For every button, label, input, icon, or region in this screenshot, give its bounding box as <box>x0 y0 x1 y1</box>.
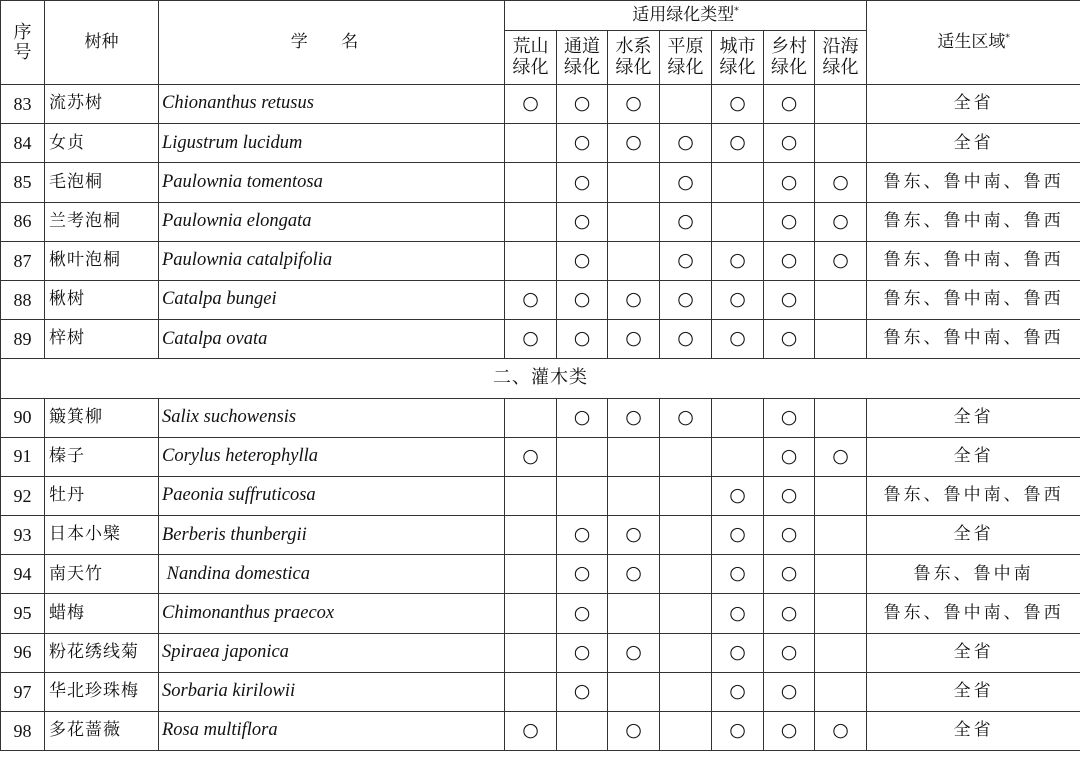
suitability-mark-乡村: ○ <box>764 163 815 202</box>
latin-name: Paulownia catalpifolia <box>159 241 505 280</box>
row-number: 98 <box>1 712 45 751</box>
suitability-mark-乡村: ○ <box>764 437 815 476</box>
suitability-mark-通道: ○ <box>557 555 608 594</box>
region-cell: 鲁东、鲁中南、鲁西 <box>867 594 1080 633</box>
table-row <box>1 280 1080 319</box>
row-number: 84 <box>1 124 45 163</box>
species-name: 榛子 <box>45 437 159 476</box>
suitability-mark-沿海 <box>815 633 867 672</box>
row-number: 91 <box>1 437 45 476</box>
suitability-mark-乡村: ○ <box>764 516 815 555</box>
header-region <box>867 1 1080 85</box>
suitability-mark-沿海 <box>815 398 867 437</box>
species-name: 毛泡桐 <box>45 163 159 202</box>
suitability-mark-城市: ○ <box>712 712 764 751</box>
suitability-mark-城市: ○ <box>712 280 764 319</box>
suitability-mark-沿海 <box>815 594 867 633</box>
suitability-mark-荒山 <box>505 594 557 633</box>
latin-name: Corylus heterophylla <box>159 437 505 476</box>
latin-name: Paeonia suffruticosa <box>159 476 505 515</box>
suitability-mark-城市: ○ <box>712 633 764 672</box>
region-cell: 鲁东、鲁中南、鲁西 <box>867 241 1080 280</box>
suitability-mark-沿海 <box>815 555 867 594</box>
latin-name: Catalpa ovata <box>159 320 505 359</box>
row-number: 88 <box>1 280 45 319</box>
header-region-star: * <box>1005 33 1010 44</box>
suitability-mark-平原: ○ <box>660 398 712 437</box>
suitability-mark-城市: ○ <box>712 672 764 711</box>
suitability-mark-乡村: ○ <box>764 476 815 515</box>
suitability-mark-平原 <box>660 594 712 633</box>
row-number: 97 <box>1 672 45 711</box>
suitability-mark-荒山 <box>505 555 557 594</box>
latin-name: Spiraea japonica <box>159 633 505 672</box>
suitability-mark-城市 <box>712 398 764 437</box>
header-type-line1: 乡村 <box>771 35 807 57</box>
species-name: 粉花绣线菊 <box>45 633 159 672</box>
suitability-mark-沿海: ○ <box>815 163 867 202</box>
row-number: 93 <box>1 516 45 555</box>
suitability-mark-水系 <box>608 594 660 633</box>
suitability-mark-沿海 <box>815 672 867 711</box>
header-type-line2: 绿化 <box>822 56 859 78</box>
suitability-mark-通道: ○ <box>557 280 608 319</box>
header-type-line2: 绿化 <box>667 56 704 78</box>
latin-name: Chionanthus retusus <box>159 85 505 124</box>
suitability-mark-荒山 <box>505 516 557 555</box>
row-number: 96 <box>1 633 45 672</box>
species-name: 兰考泡桐 <box>45 202 159 241</box>
species-name: 簸箕柳 <box>45 398 159 437</box>
row-number: 90 <box>1 398 45 437</box>
suitability-mark-通道 <box>557 476 608 515</box>
region-cell: 全省 <box>867 712 1080 751</box>
latin-name: Ligustrum lucidum <box>159 124 505 163</box>
table-row <box>1 320 1080 359</box>
suitability-mark-城市: ○ <box>712 555 764 594</box>
row-number: 89 <box>1 320 45 359</box>
section-title: 二、灌木类 <box>1 359 1080 398</box>
header-type-line2: 绿化 <box>719 56 756 78</box>
header-type-6 <box>815 31 867 85</box>
suitability-mark-荒山 <box>505 241 557 280</box>
region-cell: 鲁东、鲁中南、鲁西 <box>867 163 1080 202</box>
suitability-mark-城市: ○ <box>712 320 764 359</box>
header-type-line1: 通道 <box>564 35 600 57</box>
latin-name: Paulownia tomentosa <box>159 163 505 202</box>
suitability-mark-荒山 <box>505 672 557 711</box>
header-type-1 <box>557 31 608 85</box>
region-cell: 鲁东、鲁中南、鲁西 <box>867 202 1080 241</box>
suitability-mark-通道: ○ <box>557 594 608 633</box>
species-name: 牡丹 <box>45 476 159 515</box>
suitability-mark-平原: ○ <box>660 124 712 163</box>
suitability-mark-通道 <box>557 712 608 751</box>
table-row <box>1 712 1080 751</box>
suitability-mark-沿海 <box>815 280 867 319</box>
suitability-mark-荒山 <box>505 202 557 241</box>
suitability-mark-荒山 <box>505 163 557 202</box>
table-row <box>1 672 1080 711</box>
suitability-mark-乡村: ○ <box>764 241 815 280</box>
species-name: 蜡梅 <box>45 594 159 633</box>
header-type-line1: 荒山 <box>512 35 549 57</box>
suitability-mark-水系: ○ <box>608 85 660 124</box>
table-row <box>1 202 1080 241</box>
table-row <box>1 85 1080 124</box>
suitability-mark-通道 <box>557 437 608 476</box>
row-number: 83 <box>1 85 45 124</box>
row-number: 85 <box>1 163 45 202</box>
header-types-label: 适用绿化类型 <box>632 4 735 25</box>
suitability-mark-水系 <box>608 437 660 476</box>
suitability-mark-荒山: ○ <box>505 280 557 319</box>
row-number: 87 <box>1 241 45 280</box>
header-type-line2: 绿化 <box>615 56 652 78</box>
latin-name: Paulownia elongata <box>159 202 505 241</box>
table-row <box>1 594 1080 633</box>
header-type-line2: 绿化 <box>512 56 549 78</box>
table-row <box>1 516 1080 555</box>
table-row <box>1 555 1080 594</box>
table-row <box>1 124 1080 163</box>
suitability-mark-水系: ○ <box>608 712 660 751</box>
suitability-mark-沿海: ○ <box>815 241 867 280</box>
latin-name: Chimonanthus praecox <box>159 594 505 633</box>
suitability-mark-水系 <box>608 202 660 241</box>
suitability-mark-平原 <box>660 633 712 672</box>
suitability-mark-城市: ○ <box>712 124 764 163</box>
suitability-mark-城市: ○ <box>712 85 764 124</box>
species-name: 南天竹 <box>45 555 159 594</box>
suitability-mark-通道: ○ <box>557 633 608 672</box>
suitability-mark-通道: ○ <box>557 202 608 241</box>
header-type-2 <box>608 31 660 85</box>
table-row <box>1 476 1080 515</box>
table-row <box>1 437 1080 476</box>
region-cell: 鲁东、鲁中南 <box>867 555 1080 594</box>
suitability-mark-乡村: ○ <box>764 633 815 672</box>
suitability-mark-通道: ○ <box>557 516 608 555</box>
suitability-mark-平原: ○ <box>660 202 712 241</box>
region-cell: 全省 <box>867 124 1080 163</box>
header-species: 树种 <box>45 1 159 85</box>
suitability-mark-沿海: ○ <box>815 712 867 751</box>
suitability-mark-平原 <box>660 516 712 555</box>
species-name: 华北珍珠梅 <box>45 672 159 711</box>
region-cell: 全省 <box>867 437 1080 476</box>
suitability-mark-城市: ○ <box>712 516 764 555</box>
region-cell: 全省 <box>867 516 1080 555</box>
suitability-mark-沿海 <box>815 85 867 124</box>
suitability-mark-荒山: ○ <box>505 712 557 751</box>
suitability-mark-平原 <box>660 437 712 476</box>
suitability-mark-沿海 <box>815 124 867 163</box>
header-type-line2: 绿化 <box>564 56 600 78</box>
header-latin: 学 名 <box>159 1 505 85</box>
suitability-mark-通道: ○ <box>557 85 608 124</box>
header-type-4 <box>712 31 764 85</box>
suitability-mark-平原 <box>660 555 712 594</box>
row-number: 95 <box>1 594 45 633</box>
latin-name: Nandina domestica <box>159 555 505 594</box>
suitability-mark-城市: ○ <box>712 476 764 515</box>
suitability-mark-平原 <box>660 85 712 124</box>
suitability-mark-荒山: ○ <box>505 437 557 476</box>
header-type-line1: 沿海 <box>822 35 859 57</box>
suitability-mark-通道: ○ <box>557 398 608 437</box>
suitability-mark-荒山 <box>505 398 557 437</box>
suitability-mark-水系: ○ <box>608 516 660 555</box>
species-name: 女贞 <box>45 124 159 163</box>
suitability-mark-平原: ○ <box>660 163 712 202</box>
suitability-mark-乡村: ○ <box>764 672 815 711</box>
suitability-mark-沿海: ○ <box>815 202 867 241</box>
suitability-mark-乡村: ○ <box>764 555 815 594</box>
region-cell: 鲁东、鲁中南、鲁西 <box>867 280 1080 319</box>
suitability-mark-平原 <box>660 712 712 751</box>
header-type-0 <box>505 31 557 85</box>
region-cell: 全省 <box>867 85 1080 124</box>
suitability-mark-水系: ○ <box>608 398 660 437</box>
suitability-mark-平原: ○ <box>660 241 712 280</box>
suitability-mark-通道: ○ <box>557 241 608 280</box>
suitability-mark-水系: ○ <box>608 320 660 359</box>
header-type-line1: 水系 <box>615 35 652 57</box>
suitability-mark-平原 <box>660 476 712 515</box>
suitability-mark-乡村: ○ <box>764 280 815 319</box>
suitability-mark-乡村: ○ <box>764 320 815 359</box>
suitability-mark-乡村: ○ <box>764 398 815 437</box>
latin-name: Catalpa bungei <box>159 280 505 319</box>
suitability-mark-水系 <box>608 241 660 280</box>
suitability-mark-水系: ○ <box>608 633 660 672</box>
row-number: 94 <box>1 555 45 594</box>
suitability-mark-通道: ○ <box>557 672 608 711</box>
region-cell: 全省 <box>867 398 1080 437</box>
table-row <box>1 398 1080 437</box>
header-type-line2: 绿化 <box>771 56 807 78</box>
region-cell: 鲁东、鲁中南、鲁西 <box>867 476 1080 515</box>
species-name: 楸叶泡桐 <box>45 241 159 280</box>
header-type-3 <box>660 31 712 85</box>
header-region-label: 适生区域 <box>937 31 1006 52</box>
suitability-mark-水系 <box>608 163 660 202</box>
latin-name: Salix suchowensis <box>159 398 505 437</box>
suitability-mark-水系: ○ <box>608 280 660 319</box>
species-name: 楸树 <box>45 280 159 319</box>
suitability-mark-乡村: ○ <box>764 85 815 124</box>
species-name: 流苏树 <box>45 85 159 124</box>
species-name: 日本小檗 <box>45 516 159 555</box>
suitability-mark-乡村: ○ <box>764 594 815 633</box>
table-row <box>1 633 1080 672</box>
suitability-mark-荒山: ○ <box>505 85 557 124</box>
suitability-mark-水系 <box>608 476 660 515</box>
suitability-mark-水系: ○ <box>608 124 660 163</box>
table-row <box>1 163 1080 202</box>
latin-name: Berberis thunbergii <box>159 516 505 555</box>
suitability-mark-城市 <box>712 437 764 476</box>
region-cell: 全省 <box>867 633 1080 672</box>
suitability-mark-平原: ○ <box>660 280 712 319</box>
suitability-mark-水系: ○ <box>608 555 660 594</box>
region-cell: 全省 <box>867 672 1080 711</box>
table-row <box>1 241 1080 280</box>
suitability-mark-平原: ○ <box>660 320 712 359</box>
suitability-mark-荒山: ○ <box>505 320 557 359</box>
suitability-mark-城市: ○ <box>712 594 764 633</box>
species-name: 梓树 <box>45 320 159 359</box>
suitability-mark-城市: ○ <box>712 241 764 280</box>
suitability-mark-荒山 <box>505 476 557 515</box>
suitability-mark-荒山 <box>505 124 557 163</box>
row-number: 92 <box>1 476 45 515</box>
suitability-mark-城市 <box>712 163 764 202</box>
section-row <box>1 359 1080 398</box>
suitability-mark-通道: ○ <box>557 320 608 359</box>
header-types-group <box>505 1 867 31</box>
suitability-mark-沿海 <box>815 320 867 359</box>
suitability-mark-沿海: ○ <box>815 437 867 476</box>
header-types-star: * <box>734 6 739 17</box>
suitability-mark-乡村: ○ <box>764 124 815 163</box>
suitability-mark-沿海 <box>815 476 867 515</box>
suitability-mark-通道: ○ <box>557 124 608 163</box>
suitability-mark-水系 <box>608 672 660 711</box>
suitability-mark-乡村: ○ <box>764 712 815 751</box>
latin-name: Rosa multiflora <box>159 712 505 751</box>
header-type-line1: 平原 <box>667 35 704 57</box>
suitability-mark-通道: ○ <box>557 163 608 202</box>
row-number: 86 <box>1 202 45 241</box>
latin-name: Sorbaria kirilowii <box>159 672 505 711</box>
suitability-mark-沿海 <box>815 516 867 555</box>
header-no: 序号 <box>1 1 45 85</box>
species-name: 多花蔷薇 <box>45 712 159 751</box>
suitability-mark-乡村: ○ <box>764 202 815 241</box>
header-type-line1: 城市 <box>719 35 756 57</box>
suitability-mark-平原 <box>660 672 712 711</box>
region-cell: 鲁东、鲁中南、鲁西 <box>867 320 1080 359</box>
header-type-5 <box>764 31 815 85</box>
suitability-mark-荒山 <box>505 633 557 672</box>
suitability-mark-城市 <box>712 202 764 241</box>
